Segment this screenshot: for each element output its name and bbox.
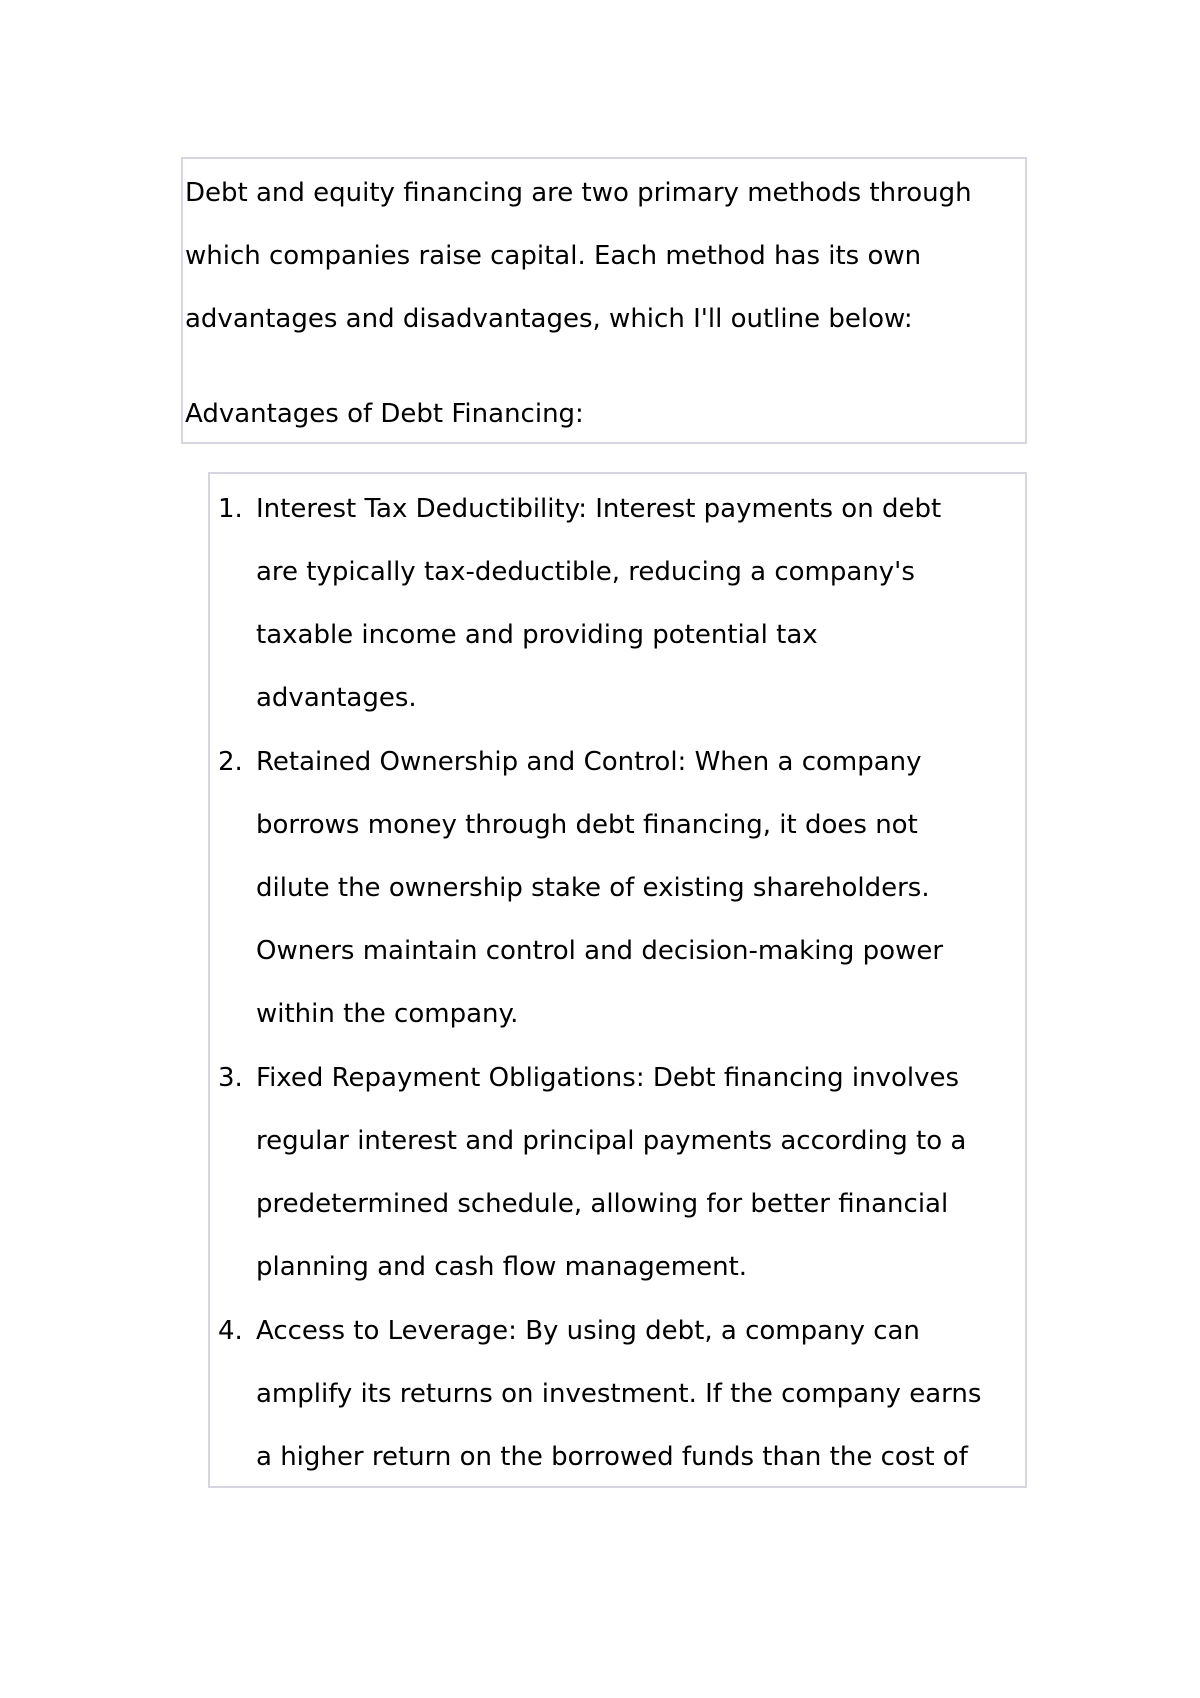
list-item-line: taxable income and providing potential tax [256, 620, 818, 650]
section-heading: Advantages of Debt Financing: [185, 399, 584, 429]
intro-line: which companies raise capital. Each method has its own [185, 241, 922, 271]
list-item-line: are typically tax-deductible, reducing a company's [256, 557, 915, 587]
list-item-text [256, 731, 943, 1046]
intro-line: advantages and disadvantages, which I'll outline below: [185, 304, 913, 334]
intro-line: Debt and equity financing are two primary methods through [185, 178, 972, 208]
list-item-number: 3. [218, 1063, 243, 1093]
list-item-text [256, 1300, 981, 1488]
list-item-number: 1. [218, 494, 243, 524]
list-item-line: planning and cash flow management. [256, 1252, 748, 1282]
intro-box [181, 157, 1027, 444]
intro-paragraph [185, 162, 972, 351]
list-item-line: a higher return on the borrowed funds than the cost of [256, 1442, 968, 1472]
list-item-line: Fixed Repayment Obligations: Debt financing involves [256, 1063, 960, 1093]
list-item-line: Access to Leverage: By using debt, a company can [256, 1316, 920, 1346]
list-item-line: advantages. [256, 683, 417, 713]
list-item-number: 4. [218, 1316, 243, 1346]
list-item-text [256, 478, 941, 730]
advantages-list [208, 472, 1027, 1488]
list-item-line: Interest Tax Deductibility: Interest payments on debt [256, 494, 942, 524]
list-item-number: 2. [218, 747, 243, 777]
list-item-line: Retained Ownership and Control: When a company [256, 747, 922, 777]
list-item-line: predetermined schedule, allowing for better financial [256, 1189, 949, 1219]
list-item-line: borrows money through debt financing, it does not [256, 810, 918, 840]
list-item-line: Owners maintain control and decision-making power [256, 936, 944, 966]
list-item-line: within the company. [256, 999, 519, 1029]
list-item-line: dilute the ownership stake of existing shareholders. [256, 873, 930, 903]
list-item-text [256, 1047, 966, 1299]
list-item-line: amplify its returns on investment. If the company earns [256, 1379, 982, 1409]
list-item-line: regular interest and principal payments according to a [256, 1126, 967, 1156]
